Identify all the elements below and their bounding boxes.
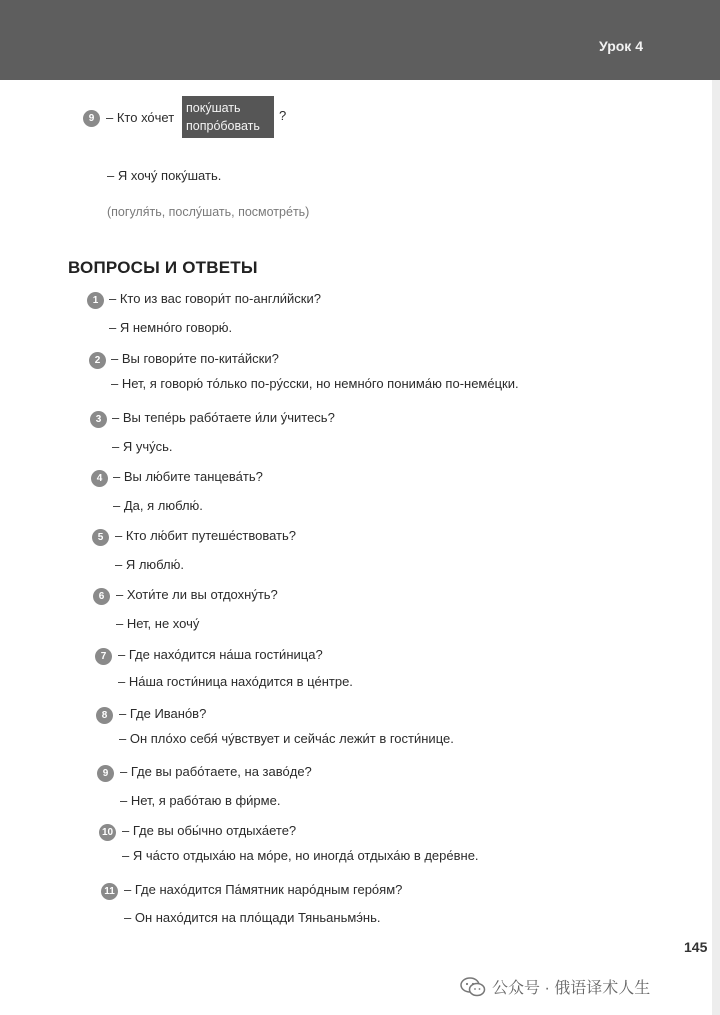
page-edge xyxy=(712,80,720,1015)
answer-text: – Нет, не хочу́ xyxy=(116,616,200,631)
exercise-question-end: ? xyxy=(279,108,287,123)
page-number: 145 xyxy=(684,939,708,955)
question-text: – Хоти́те ли вы отдохну́ть? xyxy=(116,587,278,602)
question-number-badge: 11 xyxy=(101,883,118,900)
answer-text: – Я учу́сь. xyxy=(112,439,173,454)
answer-text: – Он пло́хо себя́ чу́вствует и сейча́с лежи́т в гости́нице. xyxy=(119,731,454,746)
question-number-badge: 9 xyxy=(97,765,114,782)
question-text: – Где нахо́дится Па́мятник наро́дным геро́ям? xyxy=(124,882,403,897)
exercise-question-start: – Кто хо́чет xyxy=(106,110,175,125)
lesson-label: Урок 4 xyxy=(599,38,643,54)
answer-text: – Я люблю́. xyxy=(115,557,184,572)
exercise-hint: (погуля́ть, послу́шать, посмотре́ть) xyxy=(107,205,310,219)
question-number-badge: 10 xyxy=(99,824,116,841)
question-number-badge: 2 xyxy=(89,352,106,369)
answer-text: – Нет, я рабо́таю в фи́рме. xyxy=(120,793,281,808)
question-text: – Вы говори́те по-кита́йски? xyxy=(111,351,279,366)
question-number-badge: 8 xyxy=(96,707,113,724)
answer-text: – Я ча́сто отдыха́ю на мо́ре, но иногда́ отдыха́ю в дере́вне. xyxy=(122,848,479,863)
watermark xyxy=(460,975,650,998)
answer-text: – Я немно́го говорю́. xyxy=(109,320,233,335)
answer-text: – Да, я люблю́. xyxy=(113,498,203,513)
question-text: – Кто из вас говори́т по-англи́йски? xyxy=(109,291,321,306)
wechat-icon xyxy=(460,977,486,997)
answer-text: – На́ша гости́ница нахо́дится в це́нтре. xyxy=(118,674,353,689)
question-number-badge: 4 xyxy=(91,470,108,487)
question-number-badge: 7 xyxy=(95,648,112,665)
question-number-badge: 5 xyxy=(92,529,109,546)
question-text: – Вы тепе́рь рабо́таете и́ли у́читесь? xyxy=(112,410,335,425)
question-text: – Кто лю́бит путеше́ствовать? xyxy=(115,528,297,543)
exercise-answer: – Я хочу́ поку́шать. xyxy=(107,168,222,183)
choice-option: попро́бовать xyxy=(186,119,260,133)
choice-box xyxy=(182,96,274,138)
question-text: – Где вы рабо́таете, на заво́де? xyxy=(120,764,312,779)
watermark-text: 公众号 · 俄语译术人生 xyxy=(492,980,651,997)
question-number-badge: 3 xyxy=(90,411,107,428)
choice-option: поку́шать xyxy=(186,101,241,115)
answer-text: – Нет, я говорю́ то́лько по-ру́сски, но немно́го понима́ю по-неме́цки. xyxy=(111,376,519,391)
section-title: ВОПРОСЫ И ОТВЕТЫ xyxy=(68,258,258,277)
question-number-badge: 1 xyxy=(87,292,104,309)
question-number-badge: 6 xyxy=(93,588,110,605)
question-text: – Где Ивано́в? xyxy=(119,706,207,721)
exercise-number-badge: 9 xyxy=(83,110,100,127)
question-text: – Где нахо́дится на́ша гости́ница? xyxy=(118,647,323,662)
question-text: – Где вы обы́чно отдыха́ете? xyxy=(122,823,297,838)
question-text: – Вы лю́бите танцева́ть? xyxy=(113,469,263,484)
answer-text: – Он нахо́дится на пло́щади Тяньаньмэ́нь. xyxy=(124,910,381,925)
